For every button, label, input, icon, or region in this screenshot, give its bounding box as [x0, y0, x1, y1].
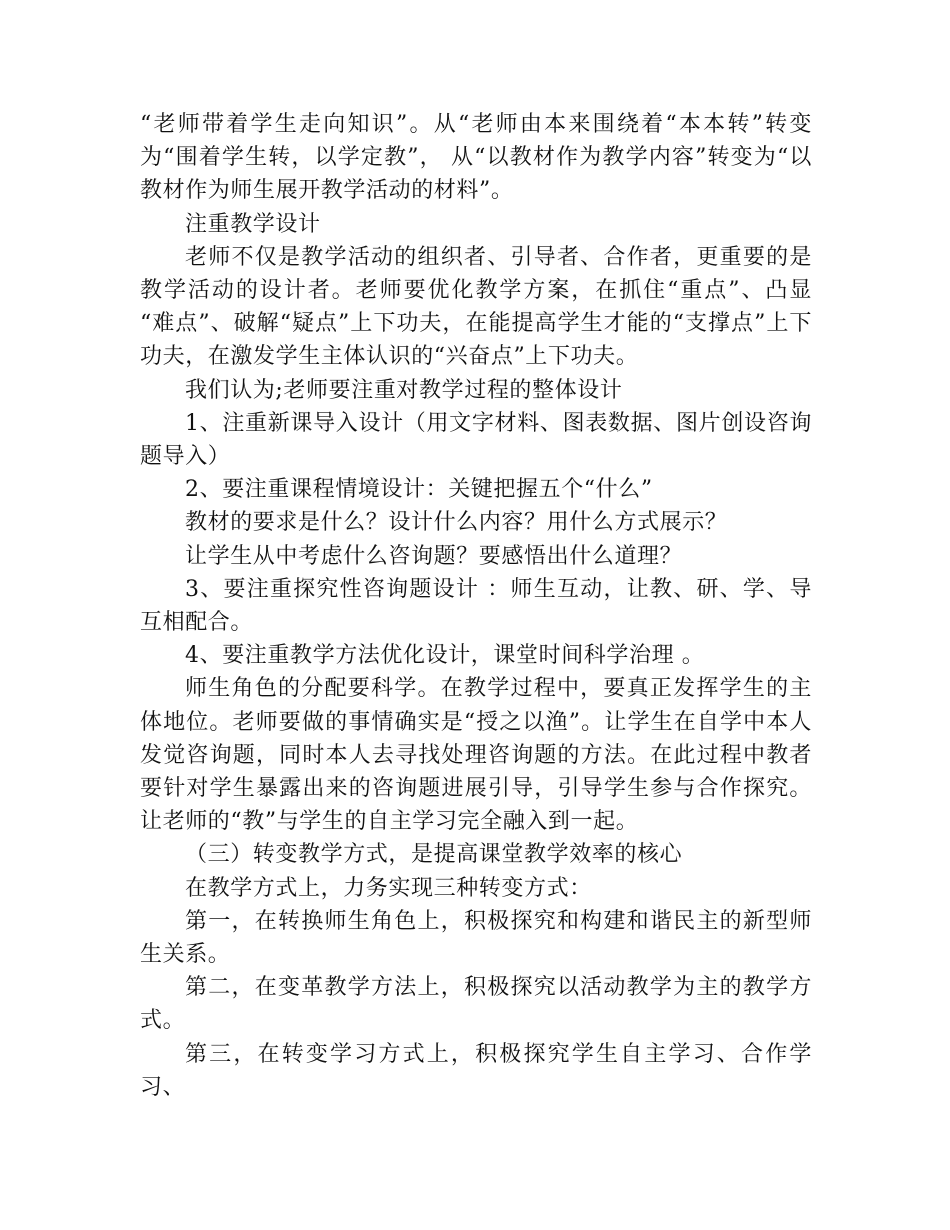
paragraph: 第一，在转换师生角色上，积极探究和构建和谐民主的新型师生关系。 [140, 908, 812, 968]
paragraph: 师生角色的分配要科学。在教学过程中，要真正发挥学生的主体地位。老师要做的事情确实是“授之以渔”。让学生在自学中本人发觉咨询题，同时本人去寻找处理咨询题的方法。在此过程中教者要针对学生暴露出来的咨询题进展引导，引导学生参与合作探究。让老师的“教”与学生的自主学习完全融入到一起。 [140, 676, 812, 835]
paragraph: 让学生从中考虑什么咨询题？要感悟出什么道理？ [185, 543, 683, 569]
section-heading: （三）转变教学方式，是提高课堂教学效率的核心 [185, 842, 683, 868]
paragraph: 老师不仅是教学活动的组织者、引导者、合作者，更重要的是教学活动的设计者。老师要优化教学方案，在抓住“重点”、凸显 “难点”、破解“疑点”上下功夫，在能提高学生才能的“支撑点”上下功夫，在激发学生主体认识的“兴奋点”上下功夫。 [140, 244, 812, 370]
list-item: 2、要注重课程情境设计：关键把握五个“什么” [185, 477, 653, 503]
paragraph: 在教学方式上，力务实现三种转变方式： [185, 875, 592, 901]
list-item: 4、要注重教学方法优化设计，课堂时间科学治理 。 [185, 643, 705, 669]
paragraph: 教材的要求是什么？设计什么内容？用什么方式展示？ [185, 510, 728, 536]
paragraph: 第三，在转变学习方式上，积极探究学生自主学习、合作学习、 [140, 1041, 812, 1100]
list-item: 3、要注重探究性咨询题设计 ：师生互动，让教、研、学、导互相配合。 [140, 576, 812, 636]
paragraph: 第二，在变革教学方法上，积极探究以活动教学为主的教学方式。 [140, 975, 812, 1034]
document-page [140, 108, 812, 1104]
list-item: 1、注重新课导入设计（用文字材料、图表数据、图片创设咨询题导入） [140, 410, 812, 470]
paragraph: 我们认为;老师要注重对教学过程的整体设计 [185, 377, 623, 403]
paragraph: “老师带着学生走向知识”。从“老师由本来围绕着“本本转”转变为“围着学生转，以学定教”， 从“以教材作为教学内容”转变为“以教材作为师生展开教学活动的材料”。 [140, 112, 812, 204]
section-heading: 注重教学设计 [185, 211, 321, 237]
